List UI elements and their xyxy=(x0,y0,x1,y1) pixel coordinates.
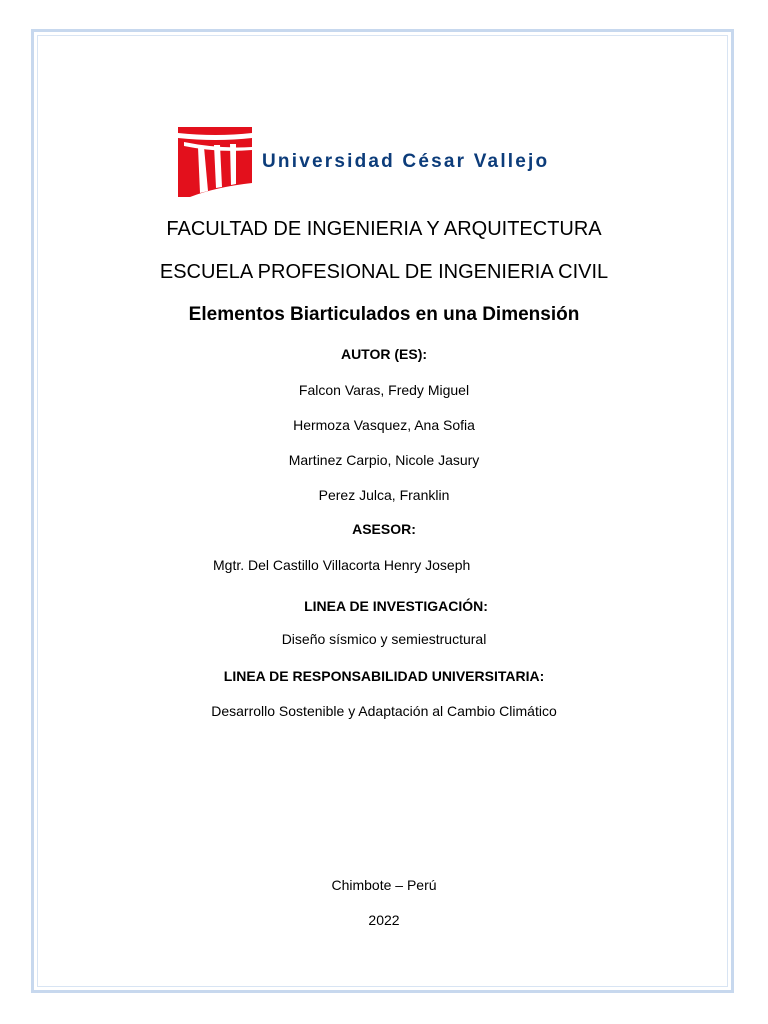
ucv-logo xyxy=(178,125,610,197)
advisor-label: ASESOR: xyxy=(352,521,416,537)
author-name: Perez Julca, Franklin xyxy=(318,487,450,503)
city-country: Chimbote – Perú xyxy=(331,877,437,893)
responsibility-line-value: Desarrollo Sostenible y Adaptación al Cambio Climático xyxy=(211,703,557,719)
authors-label: AUTOR (ES): xyxy=(340,346,428,362)
year: 2022 xyxy=(368,912,400,928)
faculty-heading: FACULTAD DE INGENIERIA Y ARQUITECTURA xyxy=(166,218,602,240)
research-line-value: Diseño sísmico y semiestructural xyxy=(281,631,487,647)
research-line-label: LINEA DE INVESTIGACIÓN: xyxy=(304,598,488,614)
school-heading: ESCUELA PROFESIONAL DE INGENIERIA CIVIL xyxy=(159,261,609,283)
author-name: Falcon Varas, Fredy Miguel xyxy=(298,382,470,398)
ucv-wordmark: Universidad César Vallejo xyxy=(262,151,550,172)
responsibility-line-label: LINEA DE RESPONSABILIDAD UNIVERSITARIA: xyxy=(223,668,545,684)
author-name: Hermoza Vasquez, Ana Sofia xyxy=(293,417,475,433)
document-title: Elementos Biarticulados en una Dimensión xyxy=(188,304,580,325)
author-name: Martinez Carpio, Nicole Jasury xyxy=(288,452,480,468)
ucv-shield-logo-icon xyxy=(178,127,252,197)
advisor-name: Mgtr. Del Castillo Villacorta Henry Joseph xyxy=(213,557,471,573)
